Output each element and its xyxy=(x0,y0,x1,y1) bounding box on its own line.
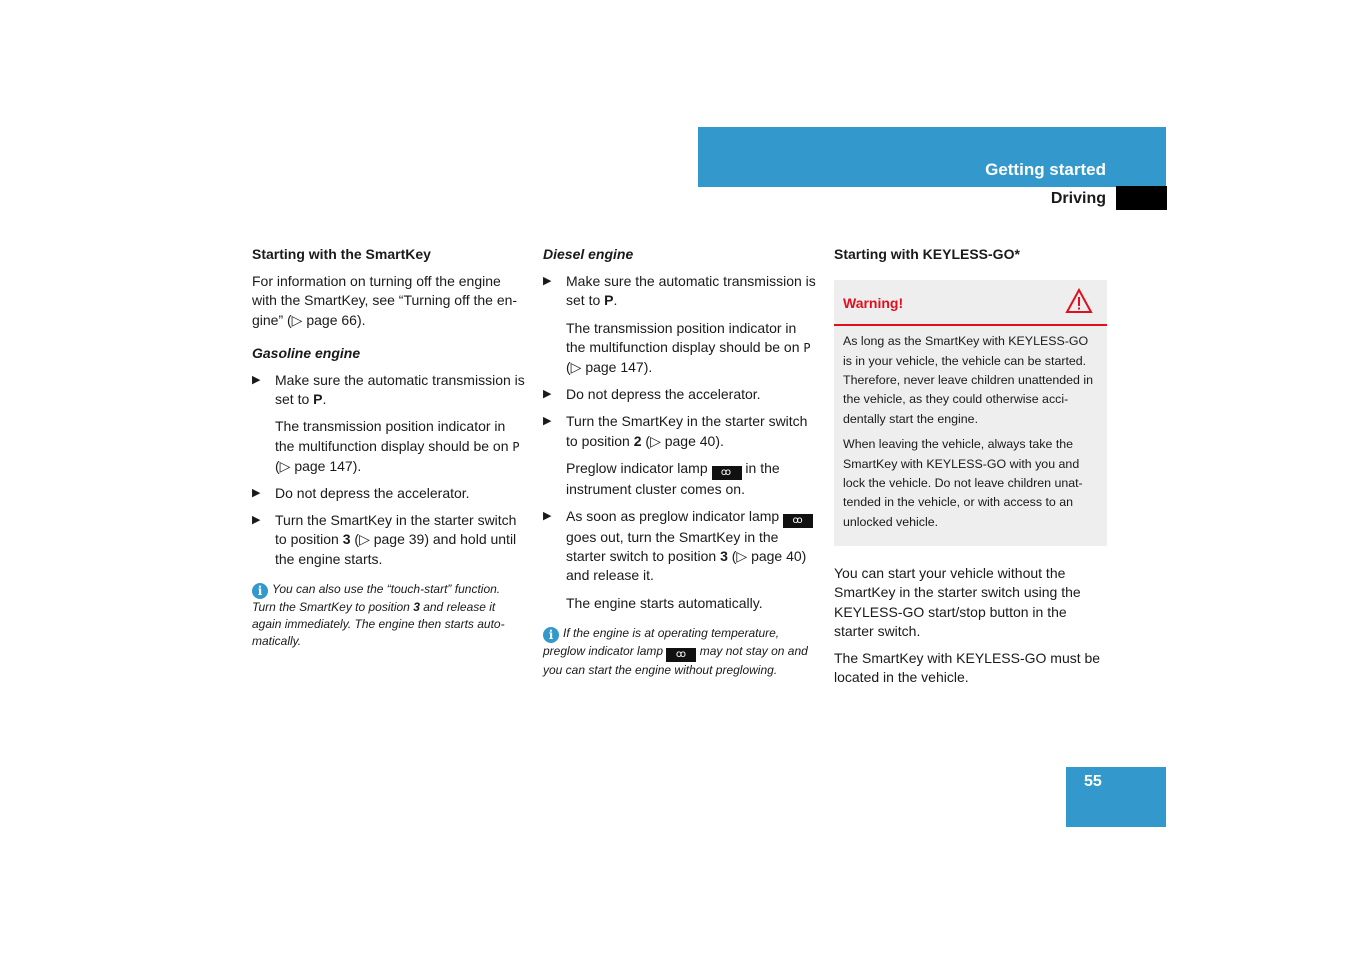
header-band xyxy=(698,127,1166,187)
intro-paragraph: For information on turning off the engine with the SmartKey, see “Turning off the en-gine” (▷ page 66). xyxy=(252,273,518,328)
warning-triangle-icon xyxy=(1065,288,1093,314)
bullet-icon: ▶ xyxy=(543,275,552,288)
bullet-icon: ▶ xyxy=(252,374,261,387)
step-item: ▶ Do not depress the accelerator. xyxy=(543,385,818,404)
step-detail: The transmission position indicator in the multifunction display should be on P (▷ page 147). xyxy=(275,418,520,474)
column-3 xyxy=(834,245,1107,695)
section-tab-marker xyxy=(1116,186,1167,210)
warning-body xyxy=(834,326,1107,546)
heading-diesel: Diesel engine xyxy=(543,246,634,262)
info-icon: i xyxy=(252,583,268,599)
column-1 xyxy=(252,245,527,658)
preglow-lamp-icon: ꝏ xyxy=(712,466,742,480)
step-detail: The engine starts automatically. xyxy=(566,594,763,611)
page-number-badge xyxy=(1066,767,1166,827)
step-item: ▶ Turn the SmartKey in the starter switch to position 2 (▷ page 40). xyxy=(543,413,808,449)
preglow-lamp-icon: ꝏ xyxy=(666,648,696,662)
step-item: ▶ Make sure the automatic transmission is set to P. xyxy=(252,372,525,408)
warning-title: Warning! xyxy=(843,295,904,312)
info-note: i You can also use the “touch-start” function. Turn the SmartKey to position 3 and release it again immediately. The engine then starts auto-matically. xyxy=(252,581,505,648)
warning-paragraph: As long as the SmartKey with KEYLESS-GO is in your vehicle, the vehicle can be started. Therefore, never leave children unattended in the vehicle, as they could otherwise acci-dentally start the engine. xyxy=(843,334,1094,426)
bullet-icon: ▶ xyxy=(543,510,552,523)
bullet-icon: ▶ xyxy=(543,388,552,401)
step-item: ▶ Do not depress the accelerator. xyxy=(252,484,527,503)
warning-box xyxy=(834,280,1107,546)
step-detail: Preglow indicator lamp ꝏ in the instrument cluster comes on. xyxy=(566,459,780,497)
gear-p-symbol: P xyxy=(512,439,520,454)
heading-gasoline: Gasoline engine xyxy=(252,344,361,361)
warning-paragraph: When leaving the vehicle, always take the SmartKey with KEYLESS-GO with you and lock the vehicle. Do not leave children unat-tended in the vehicle, or with access to an unlocked vehicle. xyxy=(843,437,1083,529)
gear-p-symbol: P xyxy=(803,340,811,355)
body-paragraph: The SmartKey with KEYLESS-GO must be located in the vehicle. xyxy=(834,650,1101,686)
step-item: ▶ Make sure the automatic transmission is set to P. xyxy=(543,273,816,309)
heading-smartkey: Starting with the SmartKey xyxy=(252,246,431,262)
warning-header xyxy=(834,280,1107,326)
info-note: i If the engine is at operating temperature, preglow indicator lamp ꝏ may not stay on and you can start the engine without preglowing. xyxy=(543,625,808,677)
step-item: ▶ Turn the SmartKey in the starter switch to position 3 (▷ page 39) and hold until the engine starts. xyxy=(252,512,517,567)
step-detail: The transmission position indicator in the multifunction display should be on P (▷ page 147). xyxy=(566,319,811,376)
page-number: 55 xyxy=(1084,773,1102,790)
section-title: Getting started xyxy=(985,160,1106,179)
heading-keyless-go: Starting with KEYLESS-GO* xyxy=(834,246,1020,262)
info-icon: i xyxy=(543,627,559,643)
body-paragraph: You can start your vehicle without the SmartKey in the starter switch using the KEYLESS-GO start/stop button in the starter switch. xyxy=(834,565,1081,639)
preglow-lamp-icon: ꝏ xyxy=(783,514,813,528)
bullet-icon: ▶ xyxy=(252,487,261,500)
step-item: ▶ As soon as preglow indicator lamp ꝏ goes out, turn the SmartKey in the starter switch to position 3 (▷ page 40) and release it. xyxy=(543,507,818,586)
bullet-icon: ▶ xyxy=(543,415,552,428)
bullet-icon: ▶ xyxy=(252,514,261,527)
subsection-title: Driving xyxy=(1050,190,1106,207)
column-2 xyxy=(543,245,818,687)
